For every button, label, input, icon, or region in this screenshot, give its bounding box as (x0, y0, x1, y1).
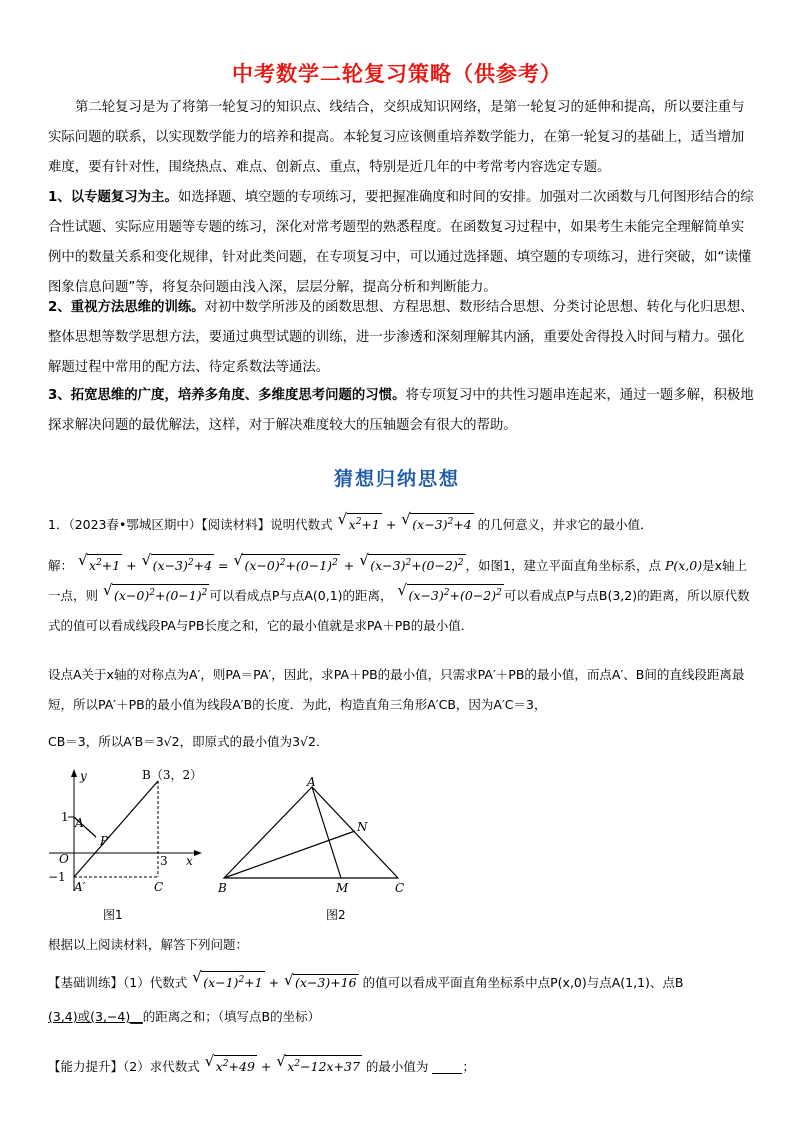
q2-text-b: 的最小值为 (365, 1059, 429, 1074)
point-c-label: C (154, 880, 164, 894)
q2-text-a: （2）求代数式 (123, 1059, 200, 1074)
segment-am (312, 787, 341, 878)
q1-tag: 【基础训练】 (48, 975, 124, 990)
point-1-head: 1、以专题复习为主。 (48, 190, 178, 205)
point-3-head: 3、拓宽思维的广度，培养多角度、多维度思考问题的习惯。 (48, 388, 406, 403)
q1-text-a: （1）代数式 (123, 975, 188, 990)
point-n-label: N (357, 820, 368, 834)
x-axis-label: x (186, 854, 193, 868)
point-p-label: P (100, 834, 109, 848)
tick-label-3: 3 (160, 854, 168, 868)
radical-expr: √ $(x-1)^2+1$ (201, 971, 264, 991)
point-3 (48, 381, 756, 441)
segment-bn (224, 831, 355, 878)
solution-text-4: 可以看成点P与点B(3,2)的距离，所以原代数式的值可以看成线段PA与PB长度之和，它的最小值就是求PA＋PB的最小值． (48, 588, 750, 633)
point-a-label: A (307, 775, 316, 789)
point-b-label: B (218, 881, 227, 895)
point-c-label: C (395, 881, 405, 895)
solution-text-3: 可以看成点P与点A(0,1)的距离， (209, 588, 393, 603)
radical-expr: √ $x^2+49$ (214, 1055, 257, 1075)
radical-expr: √ $x^2-12x+37$ (285, 1055, 362, 1075)
point-2-body: 对初中数学所涉及的函数思想、方程思想、数形结合思想、分类讨论思想、转化与化归思想、整体思想等数学思想方法，要通过典型试题的训练，进一步渗透和深刻理解其内涵，重要处舍得投入时间与精力。强化解题过程中常用的配方法、待定系数法等通法。 (48, 300, 754, 375)
point-3-body: 将专项复习中的共性习题串连起来，通过一题多解，积极地探求解决问题的最优解法，这样，对于解决难度较大的压轴题会有很大的帮助。 (48, 388, 754, 433)
radical-expr: √ $(x-3)^2+(0-2)^2$ (368, 554, 465, 574)
radical-expr: √ $x^2+1$ (347, 513, 382, 533)
page-title: 中考数学二轮复习策略（供参考） (232, 62, 562, 86)
triangle-abc (224, 787, 398, 878)
q2-tag: 【能力提升】 (48, 1059, 124, 1074)
figure-1-caption: 图1 (103, 908, 123, 922)
q2-text-c: ； (462, 1059, 475, 1074)
y-axis-label: y (80, 769, 87, 783)
problem-number: 1． (48, 517, 69, 532)
solution-label: 解： (48, 558, 74, 573)
q1-answer: (3,4)或(3,−4) (48, 1009, 131, 1024)
section-title: 猜想归纳思想 (333, 468, 460, 490)
tick-label-1: 1 (61, 810, 69, 824)
x-axis-arrow (194, 850, 202, 856)
problem-statement: 1．（2023春•鄂城区期中）【阅读材料】说明代数式 √ $x^2+1$ + √ $(x-3)^2+4$ 的几何意义，并求它的最小值． (48, 510, 756, 540)
tick-label-neg-1: −1 (48, 870, 66, 884)
radical-expr: √ $(x-3)^2+4$ (410, 513, 473, 533)
point-b-label: B（3，2） (142, 768, 203, 782)
point-2 (48, 293, 756, 383)
solution-paragraph-3: CB＝3，所以A′B＝3√2，即原式的最小值为3√2． (48, 734, 329, 749)
q1-text-d: 的距离之和；（填写点B的坐标） (142, 1009, 321, 1024)
solution-text-1: ，如图1，建立平面直角坐标系，点 (465, 558, 661, 573)
radical-expr: √ $(x-3)^2+(0-2)^2$ (407, 584, 504, 604)
figure-2 (210, 773, 420, 898)
point-a-prime-label: A′ (74, 880, 86, 894)
point-m-label: M (336, 881, 349, 895)
origin-label: O (59, 852, 69, 866)
problem-source-tail: 的几何意义，并求它的最小值． (477, 517, 653, 532)
radical-expr: √ $x^2+1$ (87, 554, 122, 574)
point-1 (48, 183, 756, 303)
radical-expr: √ $(x-3)^2+4$ (151, 554, 214, 574)
question-2: 【能力提升】（2）求代数式 √ $x^2+49$ + √ $x^2-12x+37$ 的最小值为 ； (48, 1052, 756, 1082)
question-1: 【基础训练】（1）代数式 √ $(x-1)^2+1$ + √ (x−3)+16 的值可以看成平面直角坐标系中点P(x,0)与点A(1,1)、点B (3,4)或(3,−4)__的距离之和；（填写点B的坐标） (48, 966, 756, 1034)
point-1-body: 如选择题、填空题的专项练习，要把握准确度和时间的安排。加强对二次函数与几何图形结合的综合性试题、实际应用题等专题的练习，深化对常考题型的熟悉程度。在函数复习过程中，如果考生未能完全理解简单实例中的数量关系和变化规律，针对此类问题，在专项复习中，可以通过选择题、填空题的专项练习，进行突破，如“读懂图象信息问题”等，将复杂问题由浅入深，层层分解，提高分析和判断能力。 (48, 190, 754, 295)
figure-2-caption: 图2 (326, 908, 346, 922)
radical-expr: √ $(x-0)^2+(0-1)^2$ (112, 584, 209, 604)
point-2-head: 2、重视方法思维的训练。 (48, 300, 205, 315)
y-axis-arrow (71, 769, 77, 777)
problem-source: （2023春•鄂城区期中）【阅读材料】说明代数式 (68, 517, 333, 532)
solution-paragraph: 解： √ $x^2+1$ + √ $(x-3)^2+4$ = √ $(x-0)^2+(0-1)^2$ + √ $(x-3)^2+(0-2)^2$ ，如图1，建立平面直角坐标系，点 P(x,0)是x轴上一点，则 √ $(x-0)^2+(0-1)^2$ 可以看成点P与点A(0,1)的距离， √ $(x-3)^2+(0-2)^2$ 可以看成点P与点B(3,2)的距离，所以原代数式的值可以看成线段PA与PB长度之和，它的最小值就是求PA＋PB的最小值． (48, 551, 756, 641)
q1-text-b: 的值可以看成平面直角坐标系中点P(x,0)与点A(1,1)、点B (362, 975, 684, 990)
point-a-label: A (75, 816, 84, 830)
radical-expr: √ $(x-0)^2+(0-1)^2$ (242, 554, 339, 574)
intro-paragraph: 第二轮复习是为了将第一轮复习的知识点、线结合，交织成知识网络，是第一轮复习的延伸和提高，所以要注重与实际问题的联系，以实现数学能力的培养和提高。本轮复习应该侧重培养数学能力，在第一轮复习的基础上，适当增加难度，要有针对性，围绕热点、难点、创新点、重点，特别是近几年的中考常考内容选定专题。 (48, 100, 745, 175)
radical-expr: √ (x−3)+16 (293, 974, 359, 991)
solution-paragraph-2: 设点A关于x轴的对称点为A′，则PA＝PA′，因此，求PA＋PB的最小值，只需求PA′＋PB的最小值，而点A′、B间的直线段距离最短，所以PA′＋PB的最小值为线段A′B的长度．为此，构造直角三角形A′CB，因为A′C＝3， (48, 667, 745, 712)
followup-text: 根据以上阅读材料，解答下列问题： (48, 937, 249, 952)
q2-answer-blank[interactable] (432, 1059, 462, 1074)
figure-1 (44, 765, 214, 895)
solution-text-2: 是x轴上一点，则 (48, 558, 748, 603)
